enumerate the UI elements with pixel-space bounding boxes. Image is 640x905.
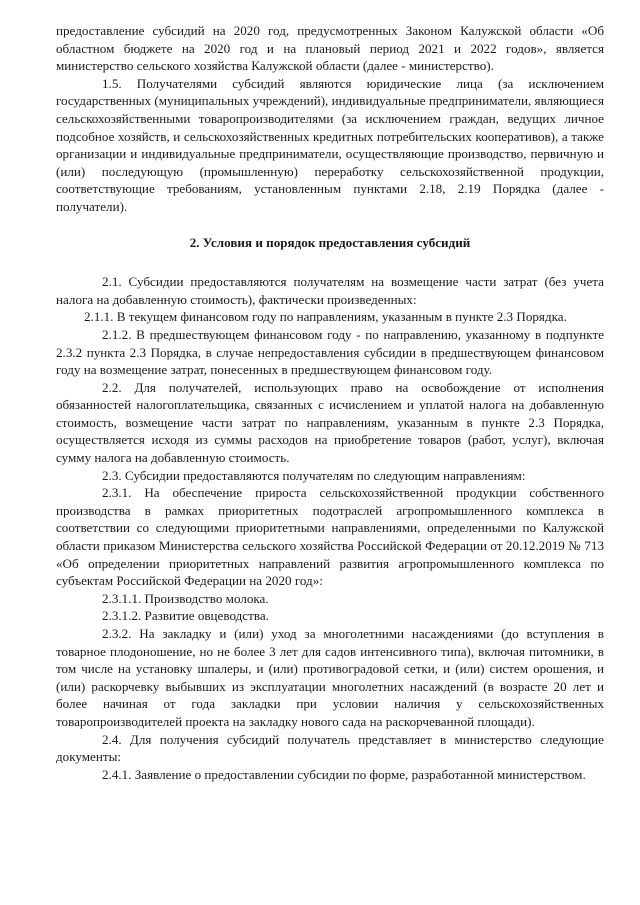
paragraph-2-2: 2.2. Для получателей, использующих право на освобождение от исполнения обязанностей налогоплательщика, связанных с исчислением и уплатой налога на добавленную стоимость, возмещение части затрат по направлениям, указанным в пункте 2.3 Порядка, осуществляется исходя из суммы расходов на приобретение товаров (работ, услуг), включая сумму налога на добавленную стоимость. — [56, 379, 604, 466]
intro-paragraph: предоставление субсидий на 2020 год, предусмотренных Законом Калужской области «Об областном бюджете на 2020 год и на плановый период 2021 и 2022 годов», является министерство сельского хозяйства Калужской области (далее - министерство). — [56, 23, 604, 74]
section-heading-2: 2. Условия и порядок предоставления субсидий — [189, 234, 471, 250]
paragraph-2-4: 2.4. Для получения субсидий получатель представляет в министерство следующие документы: — [56, 731, 604, 765]
document-page — [56, 22, 604, 783]
paragraph-2-3-1: 2.3.1. На обеспечение прироста сельскохозяйственной продукции собственного производства в рамках приоритетных подотраслей агропромышленного комплекса в соответствии со следующими приоритетными направлениями, определенными по Калужской области приказом Министерства сельского хозяйства Российской Федерации от 20.12.2019 № 713 «Об определении приоритетных направлений развития агропромышленного комплекса по субъектам Российской Федерации на 2020 год»: — [56, 485, 604, 589]
paragraph-2-1: 2.1. Субсидии предоставляются получателям на возмещение части затрат (без учета налога на добавленную стоимость), фактически произведенных: — [56, 274, 604, 307]
paragraph-2-3-1-1: 2.3.1.1. Производство молока. — [102, 590, 269, 606]
paragraph-2-1-2: 2.1.2. В предшествующем финансовом году - по направлению, указанному в подпункте 2.3.2 пункта 2.3 Порядка, в случае непредоставления субсидии в предшествующем финансовом году на возмещение затрат, понесенных в предшествующем финансовом году. — [56, 326, 604, 378]
paragraph-2-1-1: 2.1.1. В текущем финансовом году по направлениям, указанным в пункте 2.3 Порядка. — [84, 309, 567, 325]
paragraph-1-5: 1.5. Получателями субсидий являются юридические лица (за исключением государственных (муниципальных учреждений), индивидуальные предприниматели, являющиеся сельскохозяйственными товаропроизводителями (за исключением граждан, ведущих личное подсобное хозяйств, и сельскохозяйственных кредитных потребительских кооперативов), а также организации и индивидуальные предприниматели, осуществляющие производство, первичную и (или) последующую (промышленную) переработку сельскохозяйственной продукции, соответствующие требованиям, установленным пунктами 2.18, 2.19 Порядка (далее - получатели). — [56, 75, 604, 214]
paragraph-2-4-1: 2.4.1. Заявление о предоставлении субсидии по форме, разработанной министерством. — [102, 766, 586, 782]
paragraph-2-3-1-2: 2.3.1.2. Развитие овцеводства. — [102, 608, 269, 624]
paragraph-2-3: 2.3. Субсидии предоставляются получателям по следующим направлениям: — [102, 467, 526, 483]
paragraph-2-3-2: 2.3.2. На закладку и (или) уход за многолетними насаждениями (до вступления в товарное плодоношение, но не более 3 лет для садов интенсивного типа), включая питомники, в том числе на установку шпалеры, и (или) противоградовой сетки, и (или) систем орошения, и (или) раскорчевку выбывших из эксплуатации многолетних насаждений (в возрасте 20 лет и более начиная от года закладки при условии наличия у сельскохозяйственных товаропроизводителей проекта на закладку нового сада на раскорчеванной площади). — [56, 626, 604, 729]
